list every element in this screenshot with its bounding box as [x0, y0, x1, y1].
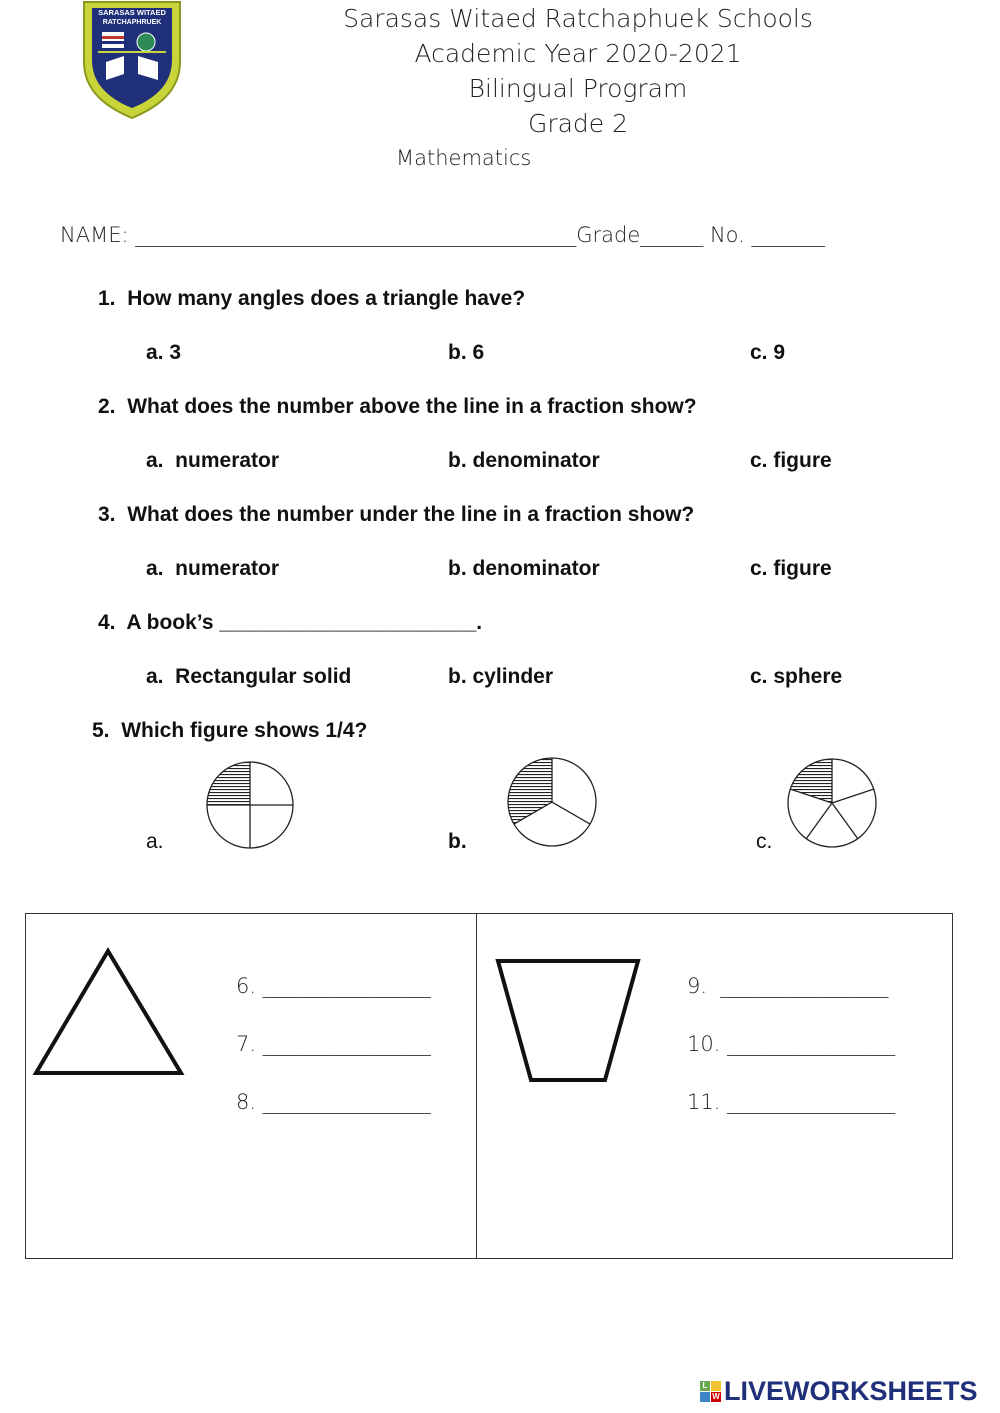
q1-option-c[interactable]: c. 9 [750, 341, 786, 364]
blank-10[interactable]: 10. ________________ [687, 1032, 896, 1056]
box-divider [476, 913, 477, 1259]
q5-option-b[interactable]: b. [448, 830, 467, 853]
question-number: 2. [98, 395, 116, 418]
academic-year: Academic Year 2020-2021 [414, 39, 742, 68]
blank-7[interactable]: 7. ________________ [236, 1032, 431, 1056]
subject-title: Mathematics [396, 146, 532, 170]
brand-mark-tile [700, 1392, 710, 1402]
brand-mark-tile [711, 1381, 721, 1391]
grade-label: Grade [576, 223, 641, 247]
question-text: A book’s ______________________. [126, 611, 483, 634]
brand-mark-letter-l: L [700, 1381, 710, 1391]
program-name: Bilingual Program [468, 74, 688, 103]
question-text: How many angles does a triangle have? [127, 287, 526, 310]
circle-fifths[interactable] [788, 759, 876, 847]
q3-option-a[interactable]: a. numerator [146, 557, 280, 580]
school-name: Sarasas Witaed Ratchaphuek Schools [343, 4, 813, 33]
brand-mark-letter-w: W [712, 1392, 720, 1401]
q4-option-c[interactable]: c. sphere [750, 665, 843, 688]
question-number: 4. [98, 611, 116, 634]
name-label: NAME: [60, 223, 129, 247]
q1-option-b[interactable]: b. 6 [448, 341, 485, 364]
q4-option-b[interactable]: b. cylinder [448, 665, 554, 688]
question-number: 3. [98, 503, 116, 526]
no-label: No. [709, 223, 745, 247]
no-blank[interactable]: _______ [751, 223, 826, 247]
circle-quarters[interactable] [207, 762, 293, 848]
question-number: 5. [92, 719, 110, 742]
question-number: 1. [98, 287, 116, 310]
svg-text:SARASAS WITAED: SARASAS WITAED [98, 8, 166, 17]
question-text: What does the number above the line in a fraction show? [127, 395, 697, 418]
q4-option-a[interactable]: a. Rectangular solid [146, 665, 352, 688]
q2-option-a[interactable]: a. numerator [146, 449, 280, 472]
q2-option-c[interactable]: c. figure [750, 449, 832, 472]
blank-8[interactable]: 8. ________________ [236, 1090, 431, 1114]
grade-blank[interactable]: ______ [640, 223, 704, 247]
q3-option-b[interactable]: b. denominator [448, 557, 600, 580]
svg-text:RATCHAPHRUEK: RATCHAPHRUEK [102, 19, 162, 26]
question-text: What does the number under the line in a fraction show? [127, 503, 695, 526]
brand-mark-icon [700, 1381, 721, 1402]
q3-option-c[interactable]: c. figure [750, 557, 832, 580]
brand-name: LIVEWORKSHEETS [724, 1376, 978, 1406]
q1-option-a[interactable]: a. 3 [146, 341, 182, 364]
triangle-shape [30, 945, 190, 1080]
blank-11[interactable]: 11. ________________ [687, 1090, 896, 1114]
blank-9[interactable]: 9. ________________ [687, 974, 889, 998]
blank-6[interactable]: 6. ________________ [236, 974, 431, 998]
trapezoid-shape [493, 955, 645, 1087]
liveworksheets-logo[interactable] [700, 1376, 978, 1407]
circle-thirds[interactable] [508, 758, 596, 846]
name-blank[interactable]: __________________________________________ [135, 223, 577, 247]
q2-option-b[interactable]: b. denominator [448, 449, 600, 472]
q5-option-c[interactable]: c. [756, 830, 773, 853]
q5-option-a[interactable]: a. [146, 830, 164, 853]
grade-title: Grade 2 [527, 109, 629, 138]
question-text: Which figure shows 1/4? [121, 719, 368, 742]
